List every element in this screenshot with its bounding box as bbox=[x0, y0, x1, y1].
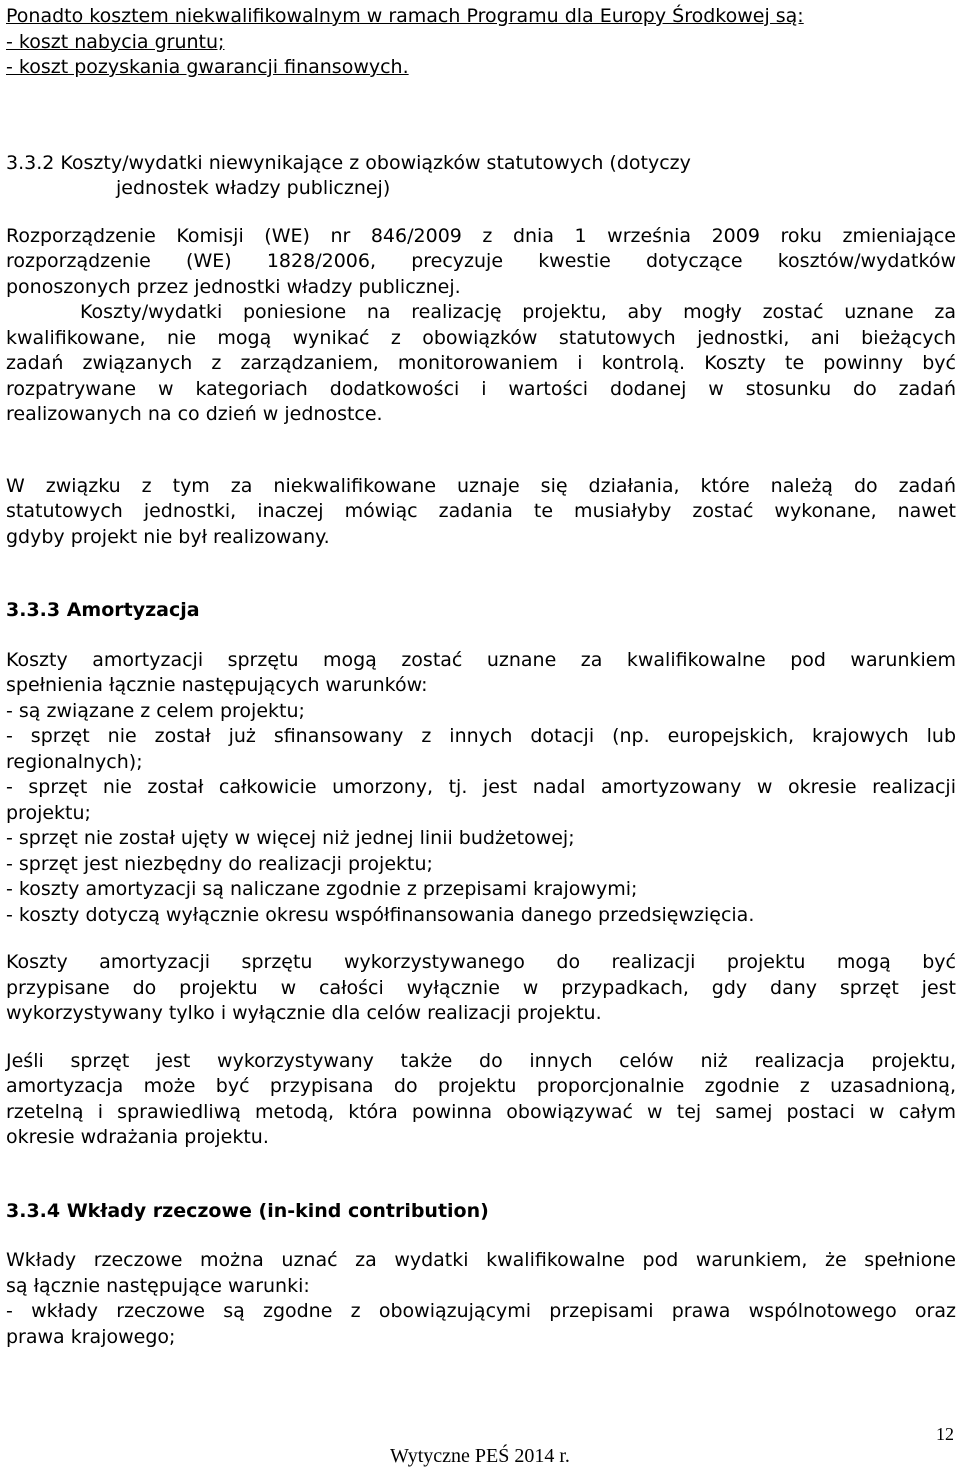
paragraph-line: Jeśli sprzęt jest wykorzystywany także do innych celów niż realizacja projektu, bbox=[6, 1049, 956, 1072]
section-334-heading: 3.3.4 Wkłady rzeczowe (in-kind contribution) bbox=[6, 1199, 489, 1222]
list-item: - koszty amortyzacji są naliczane zgodnie z przepisami krajowymi; bbox=[6, 878, 638, 900]
list-item: - koszty dotyczą wyłącznie okresu współfinansowania danego przedsięwzięcia. bbox=[6, 903, 755, 926]
paragraph-line: spełnienia łącznie następujących warunków: bbox=[6, 674, 428, 696]
list-item: - sprzęt nie został całkowicie umorzony, tj. jest nadal amortyzowany w okresie realizacji bbox=[6, 776, 956, 798]
list-item: - sprzęt nie został już sfinansowany z innych dotacji (np. europejskich, krajowych lub bbox=[6, 725, 956, 747]
list-item: - sprzęt jest niezbędny do realizacji projektu; bbox=[6, 852, 433, 875]
paragraph-line: rozporządzenie (WE) 1828/2006, precyzuje kwestie dotyczące kosztów/wydatków bbox=[6, 250, 956, 272]
paragraph-line: amortyzacja może być przypisana do projektu proporcjonalnie zgodnie z uzasadnioną, bbox=[6, 1075, 956, 1097]
section-332-heading-continued: jednostek władzy publicznej) bbox=[116, 177, 391, 199]
paragraph-line: zadań związanych z zarządzaniem, monitorowaniem i kontrolą. Koszty te powinny być bbox=[6, 352, 956, 374]
list-item: - sprzęt nie został ujęty w więcej niż jednej linii budżetowej; bbox=[6, 827, 575, 849]
footer-text: Wytyczne PEŚ 2014 r. bbox=[390, 1445, 570, 1467]
intro-line: Ponadto kosztem niekwalifikowalnym w ramach Programu dla Europy Środkowej są: bbox=[6, 5, 804, 27]
list-item-continued: projektu; bbox=[6, 801, 91, 824]
section-332-heading: 3.3.2 Koszty/wydatki niewynikające z obowiązków statutowych (dotyczy bbox=[6, 151, 691, 174]
list-item: - wkłady rzeczowe są zgodne z obowiązującymi przepisami prawa wspólnotowego oraz bbox=[6, 1300, 956, 1322]
paragraph-line: Koszty/wydatki poniesione na realizację projektu, aby mogły zostać uznane za bbox=[80, 301, 956, 323]
list-item: - są związane z celem projektu; bbox=[6, 699, 305, 722]
paragraph-line: rozpatrywane w kategoriach dodatkowości i wartości dodanej w stosunku do zadań bbox=[6, 377, 956, 400]
paragraph-line: realizowanych na co dzień w jednostce. bbox=[6, 403, 383, 425]
section-333-heading: 3.3.3 Amortyzacja bbox=[6, 599, 200, 621]
list-item-continued: regionalnych); bbox=[6, 750, 143, 773]
paragraph-line: gdyby projekt nie był realizowany. bbox=[6, 525, 330, 548]
intro-list-item: - koszt nabycia gruntu; bbox=[6, 30, 225, 53]
page-number: 12 bbox=[936, 1424, 954, 1444]
paragraph-line: ponoszonych przez jednostki władzy publicznej. bbox=[6, 275, 461, 298]
paragraph-line: kwalifikowane, nie mogą wynikać z obowiązków statutowych jednostki, ani bieżących bbox=[6, 326, 956, 349]
paragraph-line: rzetelną i sprawiedliwą metodą, która powinna obowiązywać w tej samej postaci w całym bbox=[6, 1100, 956, 1123]
paragraph-line: przypisane do projektu w całości wyłącznie w przypadkach, gdy dany sprzęt jest bbox=[6, 976, 956, 999]
paragraph-line: wykorzystywany tylko i wyłącznie dla celów realizacji projektu. bbox=[6, 1002, 602, 1024]
paragraph-line: W związku z tym za niekwalifikowane uznaje się działania, które należą do zadań bbox=[6, 474, 956, 497]
paragraph-line: Koszty amortyzacji sprzętu mogą zostać uznane za kwalifikowalne pod warunkiem bbox=[6, 648, 956, 671]
intro-list-item: - koszt pozyskania gwarancji finansowych. bbox=[6, 56, 409, 78]
paragraph-line: Wkłady rzeczowe można uznać za wydatki kwalifikowalne pod warunkiem, że spełnione bbox=[6, 1249, 956, 1271]
paragraph-line: okresie wdrażania projektu. bbox=[6, 1126, 269, 1148]
paragraph-line: Rozporządzenie Komisji (WE) nr 846/2009 z dnia 1 września 2009 roku zmieniające bbox=[6, 224, 956, 247]
document-page bbox=[6, 4, 956, 1350]
paragraph-line: statutowych jednostki, inaczej mówiąc zadania te musiałyby zostać wykonane, nawet bbox=[6, 500, 956, 522]
paragraph-line: są łącznie następujące warunki: bbox=[6, 1274, 310, 1297]
list-item-continued: prawa krajowego; bbox=[6, 1325, 176, 1348]
paragraph-line: Koszty amortyzacji sprzętu wykorzystywanego do realizacji projektu mogą być bbox=[6, 951, 956, 973]
